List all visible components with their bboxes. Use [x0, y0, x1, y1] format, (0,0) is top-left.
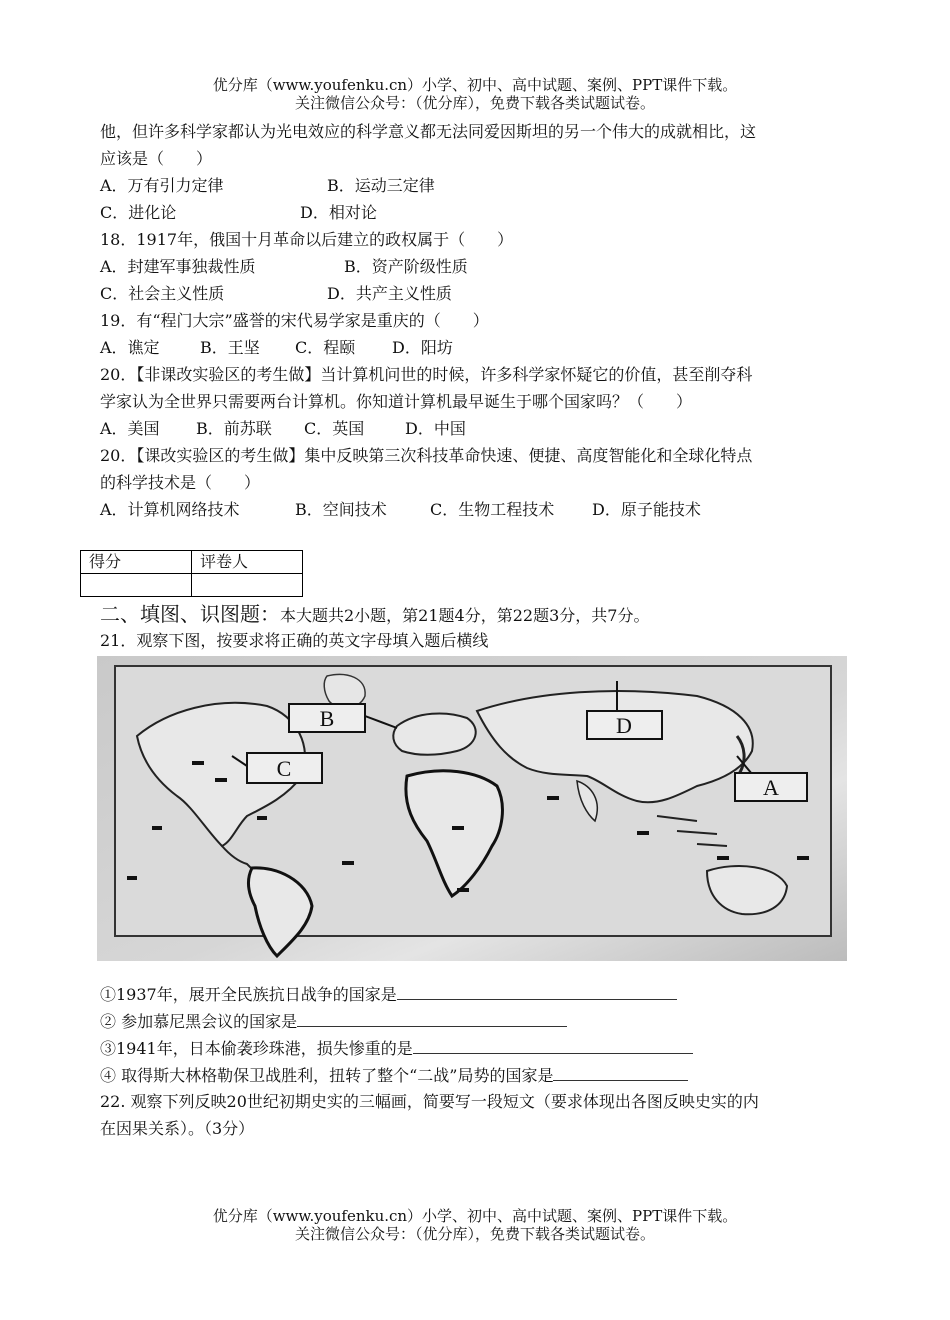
section-2-heading [100, 603, 649, 627]
q21-item-3 [100, 1037, 693, 1060]
q17-option-a: A．万有引力定律 [100, 176, 224, 195]
q19-option-b: B．王坚 [200, 338, 260, 357]
q20a-text-line-1: 20．【非课改实验区的考生做】当计算机问世的时候，许多科学家怀疑它的价值，甚至削夺科 [100, 365, 753, 384]
q21-item-1-blank[interactable] [397, 983, 677, 1000]
q20a-option-a: A．美国 [100, 419, 160, 438]
q22-text-line-1: 22. 观察下列反映20世纪初期史实的三幅画，简要写一段短文（要求体现出各图反映史实的内 [100, 1092, 759, 1111]
grader-cell[interactable] [192, 574, 303, 597]
q21-item-2-blank[interactable] [297, 1010, 567, 1027]
q21-item-4-text: ④ 取得斯大林格勒保卫战胜利，扭转了整个“二战”局势的国家是 [100, 1066, 554, 1085]
grader-label: 评卷人 [192, 551, 303, 574]
world-map [97, 656, 847, 961]
q21-item-3-blank[interactable] [413, 1037, 693, 1054]
q21-text: 21．观察下图，按要求将正确的英文字母填入题后横线 [100, 631, 489, 650]
section-2-desc: 本大题共2小题，第21题4分，第22题3分，共7分。 [280, 606, 650, 625]
europe-outline [393, 713, 475, 754]
q21-item-3-text: ③1941年，日本偷袭珍珠港，损失惨重的是 [100, 1039, 413, 1058]
q19-option-c: C．程颐 [295, 338, 356, 357]
q17-text-line-2: 应该是（ ） [100, 149, 213, 168]
score-cell[interactable] [81, 574, 192, 597]
q21-item-2 [100, 1010, 567, 1033]
q17-option-b: B．运动三定律 [327, 176, 435, 195]
q21-item-1-text: ①1937年，展开全民族抗日战争的国家是 [100, 985, 397, 1004]
q17-option-c: C．进化论 [100, 203, 177, 222]
q20b-text-line-1: 20．【课改实验区的考生做】集中反映第三次科技革命快速、便捷、高度智能化和全球化特点 [100, 446, 753, 465]
q21-item-2-text: ② 参加慕尼黑会议的国家是 [100, 1012, 298, 1031]
section-2-title: 二、填图、识图题： [100, 602, 280, 626]
q19-text: 19．有“程门大宗”盛誉的宋代易学家是重庆的（ ） [100, 311, 489, 330]
q18-text: 18．1917年，俄国十月革命以后建立的政权属于（ ） [100, 230, 514, 249]
map-label-c: C [276, 756, 292, 781]
q20b-option-d: D．原子能技术 [592, 500, 701, 519]
header-line-1: 优分库（www.youfenku.cn）小学、初中、高中试题、案例、PPT课件下载。 [212, 76, 738, 94]
q18-option-b: B．资产阶级性质 [344, 257, 468, 276]
footer-line-2: 关注微信公众号：（优分库），免费下载各类试题试卷。 [294, 1225, 655, 1243]
q20a-option-d: D．中国 [405, 419, 466, 438]
score-label: 得分 [81, 551, 192, 574]
footer-line-1: 优分库（www.youfenku.cn）小学、初中、高中试题、案例、PPT课件下载。 [212, 1207, 738, 1225]
q18-option-c: C．社会主义性质 [100, 284, 225, 303]
q19-option-d: D．阳坊 [392, 338, 453, 357]
q20b-option-a: A．计算机网络技术 [100, 500, 240, 519]
q20a-option-c: C．英国 [304, 419, 365, 438]
q20a-option-b: B．前苏联 [196, 419, 272, 438]
q17-text-line-1: 他，但许多科学家都认为光电效应的科学意义都无法同爱因斯坦的另一个伟大的成就相比，这 [100, 122, 757, 141]
q18-option-d: D．共产主义性质 [327, 284, 452, 303]
q20a-text-line-2: 学家认为全世界只需要两台计算机。你知道计算机最早诞生于哪个国家吗？（ ） [100, 392, 693, 411]
q21-item-4 [100, 1064, 688, 1087]
q22-text-line-2: 在因果关系）。（3分） [100, 1119, 255, 1138]
map-label-a: A [763, 775, 779, 800]
q21-item-4-blank[interactable] [553, 1064, 688, 1081]
world-map-svg [97, 656, 847, 961]
map-label-b: B [319, 706, 335, 731]
q20b-option-b: B．空间技术 [295, 500, 387, 519]
score-table [80, 550, 303, 597]
map-label-d: D [616, 713, 632, 738]
q21-item-1 [100, 983, 677, 1006]
q19-option-a: A．谯定 [100, 338, 160, 357]
q18-option-a: A．封建军事独裁性质 [100, 257, 256, 276]
q17-option-d: D．相对论 [300, 203, 377, 222]
q20b-option-c: C．生物工程技术 [430, 500, 555, 519]
header-line-2: 关注微信公众号：（优分库），免费下载各类试题试卷。 [294, 94, 655, 112]
q20b-text-line-2: 的科学技术是（ ） [100, 473, 261, 492]
